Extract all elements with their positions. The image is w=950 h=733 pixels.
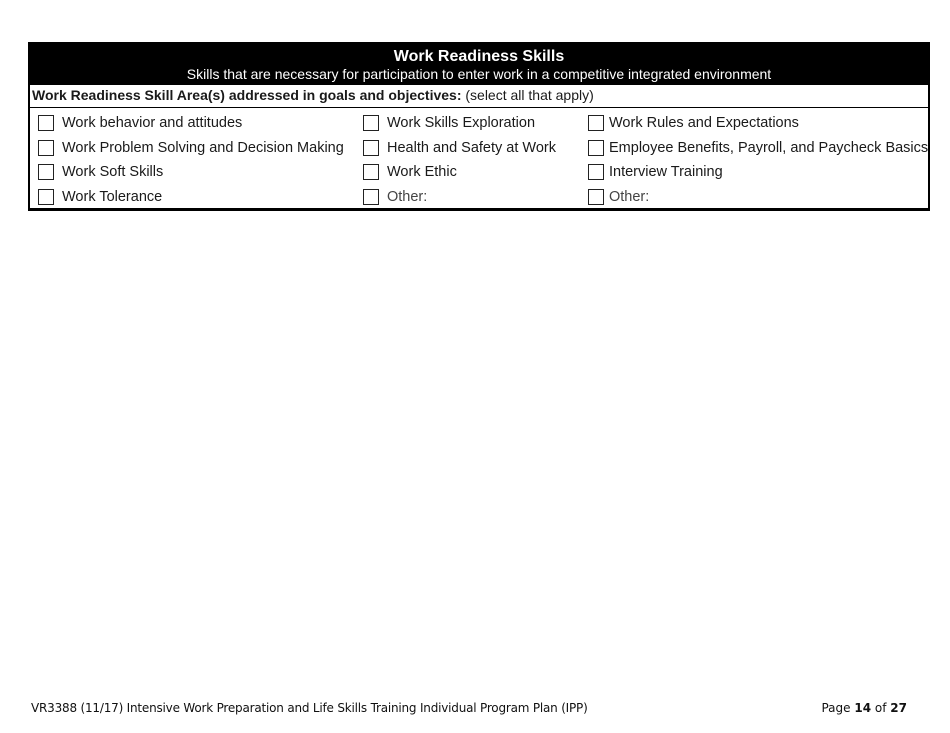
- option-other-col2[interactable]: [363, 188, 427, 206]
- section-title: Work Readiness Skills: [393, 48, 565, 65]
- option-label: Work Rules and Expectations: [609, 115, 799, 131]
- skill-area-prompt: [30, 85, 928, 108]
- option-label: Work Ethic: [387, 164, 457, 180]
- option-work-soft-skills[interactable]: [38, 163, 163, 181]
- checkbox[interactable]: [38, 189, 54, 205]
- checkbox[interactable]: [588, 189, 604, 205]
- option-work-behavior[interactable]: [38, 114, 242, 132]
- checkbox[interactable]: [588, 164, 604, 180]
- page-of: of: [874, 701, 887, 715]
- option-label: Interview Training: [609, 164, 723, 180]
- work-readiness-form: [28, 42, 930, 211]
- option-work-ethic[interactable]: [363, 163, 457, 181]
- option-other-col3[interactable]: [588, 188, 649, 206]
- checkbox[interactable]: [588, 115, 604, 131]
- option-label: Work behavior and attitudes: [62, 115, 243, 131]
- option-label: Work Soft Skills: [62, 164, 164, 180]
- option-work-skills-exploration[interactable]: [363, 114, 535, 132]
- checkbox[interactable]: [363, 164, 379, 180]
- option-label: Work Tolerance: [62, 189, 163, 205]
- option-label: Work Problem Solving and Decision Making: [62, 140, 344, 156]
- checkbox[interactable]: [363, 189, 379, 205]
- checkbox[interactable]: [363, 115, 379, 131]
- checkbox[interactable]: [588, 140, 604, 156]
- option-employee-benefits[interactable]: [588, 139, 928, 157]
- option-label: Employee Benefits, Payroll, and Paycheck Basics: [609, 140, 929, 156]
- page-label: Page: [821, 701, 851, 715]
- option-label: Health and Safety at Work: [387, 140, 556, 156]
- option-interview-training[interactable]: [588, 163, 723, 181]
- footer-form-id: VR3388 (11/17) Intensive Work Preparation and Life Skills Training Individual Program Plan (IPP): [31, 701, 588, 715]
- skill-area-label: Work Readiness Skill Area(s) addressed in goals and objectives:: [32, 87, 462, 103]
- section-subtitle: Skills that are necessary for participation to enter work in a competitive integrated environment: [186, 66, 772, 82]
- option-health-safety[interactable]: [363, 139, 556, 157]
- option-label: Other:: [387, 189, 428, 205]
- options-grid: [30, 108, 928, 208]
- option-label: Work Skills Exploration: [387, 115, 536, 131]
- checkbox[interactable]: [38, 115, 54, 131]
- footer-page-number: [821, 701, 907, 715]
- checkbox[interactable]: [363, 140, 379, 156]
- page-total: 27: [890, 701, 907, 715]
- option-work-tolerance[interactable]: [38, 188, 162, 206]
- select-all-note: (select all that apply): [465, 87, 594, 103]
- option-work-problem-solving[interactable]: [38, 139, 344, 157]
- page-current: 14: [854, 701, 872, 715]
- option-work-rules[interactable]: [588, 114, 799, 132]
- checkbox[interactable]: [38, 140, 54, 156]
- option-label: Other:: [609, 189, 650, 205]
- section-header: [30, 44, 928, 85]
- checkbox[interactable]: [38, 164, 54, 180]
